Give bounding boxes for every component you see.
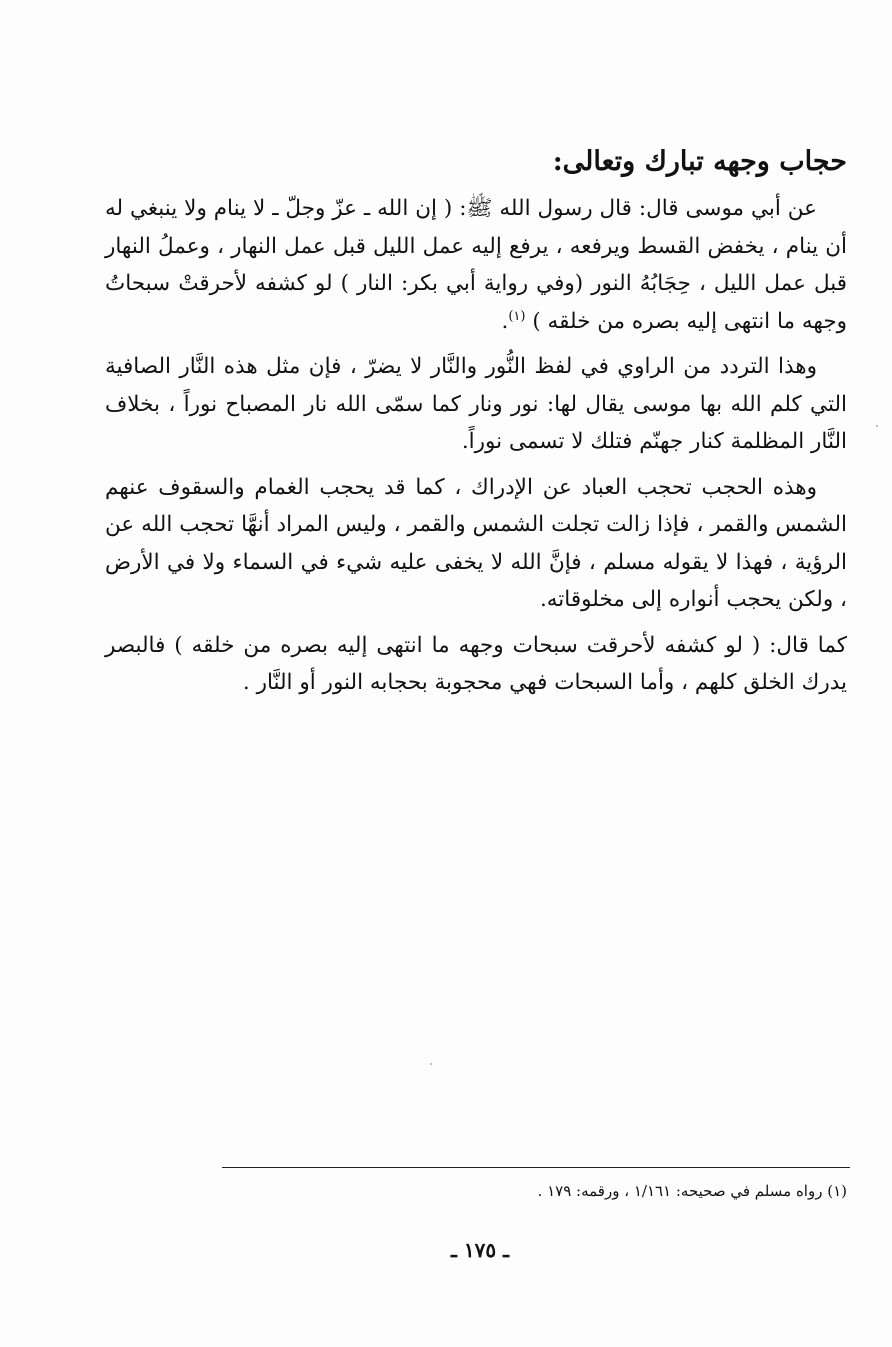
paragraph-hadith: عن أبي موسى قال: قال رسول الله ﷺ: ( إن الله ـ عزّ وجلّ ـ لا ينام ولا ينبغي له أن ينام ، يخفض القسط ويرفعه ، يرفع إليه عمل الليل قبل عمل النهار ، وعملُ النهار قبل عمل الليل ، حِجَابُهُ النور (وفي رواية أبي بكر: النار ) لو كشفه لأحرقتْ سبحاتُ وجهه ما انتهى إليه بصره من خلقه ) $^{(١)}$. [105,196,847,334]
footnote-divider [222,1167,850,1168]
paragraph-explanation: وهذا التردد من الراوي في لفظ النُّور والنَّار لا يضرّ ، فإن مثل هذه النَّار الصافية التي كلم الله بها موسى يقال لها: نور ونار كما سمّى الله نار المصباح نوراً ، بخلاف النَّار المظلمة كنار جهنّم فتلك لا تسمى نوراً. [105,354,847,454]
paragraph-conclusion: كما قال: ( لو كشفه لأحرقت سبحات وجهه ما انتهى إليه بصره من خلقه ) فالبصر يدرك الخلق كلهم ، وأما السبحات فهي محجوبة بحجابه النور أو النَّار . [105,632,847,695]
page-number: ـ ١٧٥ ـ [451,1238,509,1262]
section-heading: حجاب وجهه تبارك وتعالى: [552,146,847,177]
main-text [105,190,847,710]
footnote-marker: (١) [508,308,526,324]
paper-speck [430,1063,432,1065]
paper-speck [876,425,878,427]
footnote-text: (١) رواه مسلم في صحيحه: ١/١٦١ ، ورقمه: ١٧٩ . [537,1182,847,1200]
paragraph-veils: وهذه الحجب تحجب العباد عن الإدراك ، كما قد يحجب الغمام والسقوف عنهم الشمس والقمر ، فإذا زالت تجلت الشمس والقمر ، وليس المراد أنهَّا تحجب الله عن الرؤية ، فهذا لا يقوله مسلم ، فإنَّ الله لا يخفى عليه شيء في السماء ولا في الأرض ، ولكن يحجب أنواره إلى مخلوقاته. [105,474,847,612]
paragraph-hadith-text: عن أبي موسى قال: قال رسول الله ﷺ: ( إن الله ـ عزّ وجلّ ـ لا ينام ولا ينبغي له أن ينام ، يخفض القسط ويرفعه ، يرفع إليه عمل الليل قبل عمل النهار ، وعملُ النهار قبل عمل الليل ، حِجَابُهُ النور (وفي رواية أبي بكر: النار ) لو كشفه لأحرقتْ سبحاتُ وجهه ما انتهى إليه بصره من خلقه ) [105,196,847,334]
